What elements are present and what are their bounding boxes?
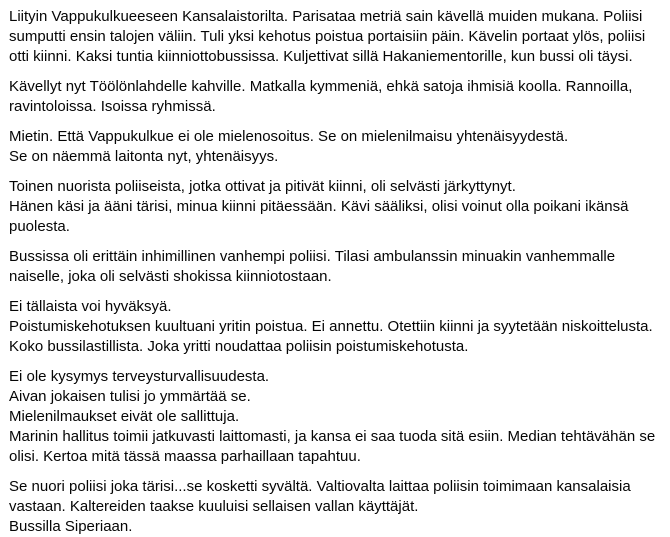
post-line: Toinen nuorista poliiseista, jotka ottivat ja pitivät kiinni, oli selvästi järkyttynyt. (9, 178, 516, 195)
post-line: Kävellyt nyt Töölönlahdelle kahville. Matkalla kymmeniä, ehkä satoja ihmisiä koolla. Rannoilla, (9, 78, 633, 95)
post-line: naiselle, joka oli selvästi shokissa kiinniotostaan. (9, 268, 332, 285)
post-line: Mielenilmaukset eivät ole sallittuja. (9, 408, 240, 425)
post-line: Marinin hallitus toimii jatkuvasti laittomasti, ja kansa ei saa tuoda sitä esiin. Median tehtävähän se (9, 428, 656, 445)
post-line: Hänen käsi ja ääni tärisi, minua kiinni pitäessään. Kävi sääliksi, olisi voinut olla poikani ikänsä (9, 198, 629, 215)
post-paragraph (9, 127, 665, 167)
post-line: vastaan. Kaltereiden taakse kuuluisi sellaisen vallan käyttäjät. (9, 498, 419, 515)
post-line: Poistumiskehotuksen kuultuani yritin poistua. Ei annettu. Otettiin kiinni ja syytetään niskoittelusta. (9, 318, 653, 335)
post-line: olisi. Kertoa mitä tässä maassa parhaillaan tapahtuu. (9, 448, 361, 465)
post-line: puolesta. (9, 218, 70, 235)
post-line: Aivan jokaisen tulisi jo ymmärtää se. (9, 388, 251, 405)
post-text (9, 7, 665, 537)
post-line: Se nuori poliisi joka tärisi...se kosketti syvältä. Valtiovalta laittaa poliisin toimimaan kansalaisia (9, 478, 631, 495)
post-line: Bussilla Siperiaan. (9, 518, 133, 535)
post-paragraph (9, 77, 665, 117)
post-paragraph (9, 367, 665, 467)
post-line: Liityin Vappukulkueeseen Kansalaistorilta. Parisataa metriä sain kävellä muiden mukana. Poliisi (9, 8, 643, 25)
post-paragraph (9, 477, 665, 537)
post-line: otti kiinni. Kaksi tuntia kiinniottobussissa. Kuljettivat sillä Hakaniementorille, kun bussi oli täysi. (9, 48, 633, 65)
post-line: Mietin. Että Vappukulkue ei ole mielenosoitus. Se on mielenilmaisu yhtenäisyydestä. (9, 128, 569, 145)
post-paragraph (9, 7, 665, 67)
post-paragraph (9, 177, 665, 237)
post-paragraph (9, 247, 665, 287)
post-line: sumputti ensin talojen väliin. Tuli yksi kehotus poistua portaisiin päin. Kävelin portaat ylös, poliisi (9, 28, 646, 45)
post-line: ravintoloissa. Isoissa ryhmissä. (9, 98, 216, 115)
post-line: Se on näemmä laitonta nyt, yhtenäisyys. (9, 148, 279, 165)
post-line: Koko bussilastillista. Joka yritti noudattaa poliisin poistumiskehotusta. (9, 338, 469, 355)
post-line: Ei tällaista voi hyväksyä. (9, 298, 172, 315)
post-line: Bussissa oli erittäin inhimillinen vanhempi poliisi. Tilasi ambulanssin minuakin vanhemmalle (9, 248, 616, 265)
post-paragraph (9, 297, 665, 357)
post-line: Ei ole kysymys terveysturvallisuudesta. (9, 368, 270, 385)
